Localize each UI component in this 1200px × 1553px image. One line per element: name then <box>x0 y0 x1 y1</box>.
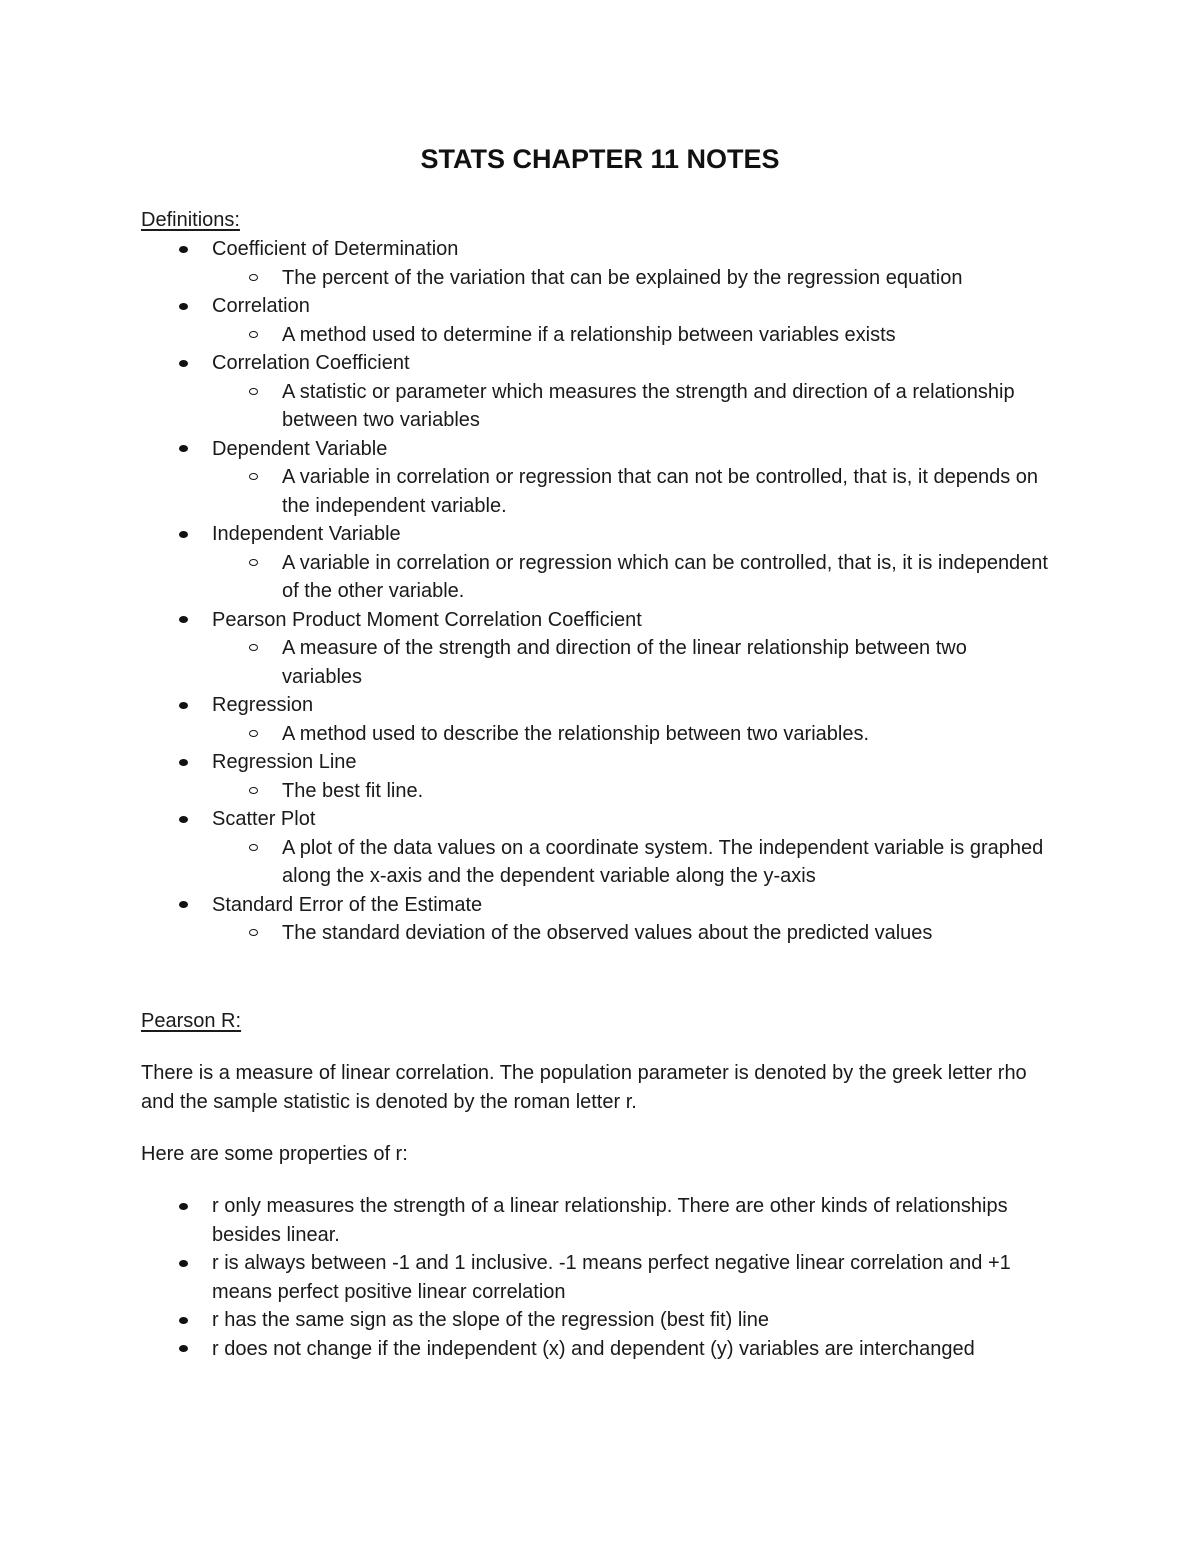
definition-term: Dependent Variable <box>212 437 388 460</box>
property-text: r does not change if the independent (x) and dependent (y) variables are interchanged <box>212 1337 975 1360</box>
list-item <box>141 321 1051 350</box>
definition-text: The percent of the variation that can be explained by the regression equation <box>282 266 963 289</box>
list-item <box>141 378 1051 435</box>
definition-text: A method used to determine if a relationship between variables exists <box>282 323 896 346</box>
bullet-icon <box>179 816 188 823</box>
property-text: r only measures the strength of a linear relationship. There are other kinds of relationships besides linear. <box>212 1195 1008 1246</box>
list-item <box>141 349 1051 378</box>
definition-term: Correlation Coefficient <box>212 352 410 374</box>
properties-intro: Here are some properties of r: <box>141 1143 408 1165</box>
list-item <box>141 777 1051 806</box>
bullet-icon <box>179 702 188 709</box>
bullet-icon <box>179 1203 188 1210</box>
circle-bullet-icon <box>249 787 258 794</box>
definition-term: Correlation <box>212 295 310 317</box>
bullet-icon <box>179 360 188 367</box>
bullet-icon <box>179 616 188 623</box>
list-item <box>141 292 1051 321</box>
list-item <box>141 691 1051 720</box>
list-item <box>141 919 1051 948</box>
circle-bullet-icon <box>249 274 258 281</box>
bullet-icon <box>179 901 188 908</box>
definition-text: A plot of the data values on a coordinate system. The independent variable is graphed along the x-axis and the dependent variable along the y-axis <box>282 836 1044 887</box>
pearson-intro: There is a measure of linear correlation. The population parameter is denoted by the greek letter rho and the sample statistic is denoted by the roman letter r. <box>141 1062 1027 1113</box>
list-item <box>141 891 1051 920</box>
circle-bullet-icon <box>249 730 258 737</box>
list-item <box>141 834 1051 891</box>
list-item <box>141 1306 1051 1335</box>
list-item <box>141 805 1051 834</box>
property-text: r is always between -1 and 1 inclusive. -1 means perfect negative linear correlation and +1 means perfect positive linear correlation <box>212 1252 1011 1303</box>
list-item <box>141 634 1051 691</box>
definition-term: Scatter Plot <box>212 808 316 830</box>
definition-term: Regression Line <box>212 751 357 773</box>
definition-term: Independent Variable <box>212 523 401 545</box>
circle-bullet-icon <box>249 559 258 566</box>
list-item <box>141 606 1051 635</box>
bullet-icon <box>179 303 188 310</box>
list-item <box>141 435 1051 464</box>
circle-bullet-icon <box>249 644 258 651</box>
definition-term: Pearson Product Moment Correlation Coefficient <box>212 608 642 631</box>
properties-list <box>141 1192 1051 1363</box>
list-item <box>141 1192 1051 1249</box>
definition-text: The best fit line. <box>282 779 424 802</box>
bullet-icon <box>179 1260 188 1267</box>
list-item <box>141 463 1051 520</box>
definition-text: A variable in correlation or regression which can be controlled, that is, it is independent of the other variable. <box>282 551 1048 602</box>
definition-text: A variable in correlation or regression that can not be controlled, that is, it depends on the independent variable. <box>282 466 1039 517</box>
pearson-heading: Pearson R: <box>141 1010 242 1032</box>
circle-bullet-icon <box>249 473 258 480</box>
list-item <box>141 720 1051 749</box>
definitions-list <box>141 235 1051 948</box>
bullet-icon <box>179 246 188 253</box>
definition-text: The standard deviation of the observed values about the predicted values <box>282 922 933 944</box>
list-item <box>141 748 1051 777</box>
page-title: STATS CHAPTER 11 NOTES <box>420 144 780 174</box>
definition-term: Coefficient of Determination <box>212 238 459 260</box>
definition-text: A statistic or parameter which measures the strength and direction of a relationship between two variables <box>282 380 1015 431</box>
definitions-heading: Definitions: <box>141 209 240 231</box>
bullet-icon <box>179 445 188 452</box>
definition-text: A method used to describe the relationship between two variables. <box>282 722 870 745</box>
bullet-icon <box>179 1345 188 1352</box>
bullet-icon <box>179 531 188 538</box>
circle-bullet-icon <box>249 331 258 338</box>
definition-term: Regression <box>212 694 314 716</box>
list-item <box>141 264 1051 293</box>
list-item <box>141 1335 1051 1364</box>
bullet-icon <box>179 759 188 766</box>
circle-bullet-icon <box>249 929 258 936</box>
definition-term: Standard Error of the Estimate <box>212 893 483 916</box>
property-text: r has the same sign as the slope of the regression (best fit) line <box>212 1309 769 1331</box>
circle-bullet-icon <box>249 844 258 851</box>
bullet-icon <box>179 1317 188 1324</box>
list-item <box>141 520 1051 549</box>
list-item <box>141 235 1051 264</box>
definition-text: A measure of the strength and direction of the linear relationship between two variables <box>282 637 967 688</box>
list-item <box>141 549 1051 606</box>
circle-bullet-icon <box>249 388 258 395</box>
list-item <box>141 1249 1051 1306</box>
